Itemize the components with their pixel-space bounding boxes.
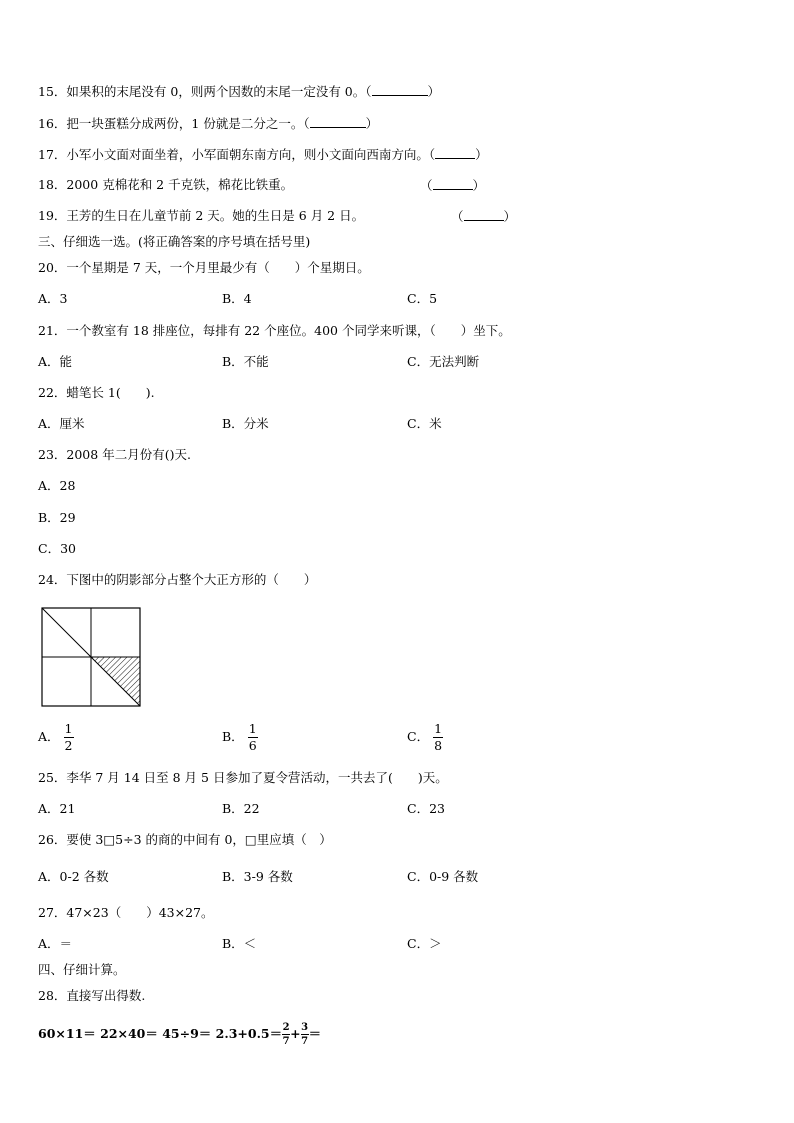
option-c[interactable]: C．5 <box>407 291 438 306</box>
option-c[interactable] <box>407 722 443 753</box>
option-b[interactable]: B．4 <box>222 291 252 306</box>
option-b[interactable]: B．29 <box>38 510 76 525</box>
question-19-answer <box>451 208 516 225</box>
question-19 <box>38 208 364 224</box>
paren-open: （ <box>451 209 464 224</box>
denominator: 6 <box>248 738 257 753</box>
paren-close: ） <box>475 147 488 162</box>
denominator: 8 <box>434 738 443 753</box>
option-a[interactable]: A．3 <box>38 291 68 306</box>
option-c[interactable]: C．＞ <box>407 936 442 951</box>
answer-blank[interactable] <box>372 83 428 96</box>
option-b[interactable]: B．不能 <box>222 354 269 369</box>
paren-close: ） <box>503 209 517 224</box>
square-figure <box>41 607 143 710</box>
option-c[interactable]: C．无法判断 <box>407 354 480 369</box>
question-18 <box>38 177 293 193</box>
question-18-text: 18．2000 克棉花和 2 千克铁，棉花比铁重。 <box>38 177 294 192</box>
option-b[interactable] <box>222 722 258 753</box>
square-diagram <box>41 607 143 707</box>
question-21-text: 21．一个教室有 18 排座位，每排有 22 个座位。400 个同学来听课，（ ）坐下。 <box>38 323 511 338</box>
answer-blank[interactable] <box>310 115 366 128</box>
option-a[interactable]: A．21 <box>38 801 76 816</box>
fraction <box>282 1022 290 1047</box>
option-a[interactable]: A．＝ <box>38 936 73 951</box>
option-c[interactable]: C．30 <box>38 541 76 556</box>
numerator: 3 <box>301 1022 309 1033</box>
option-a[interactable] <box>38 722 74 753</box>
question-19-text: 19．王芳的生日在儿童节前 2 天。她的生日是 6 月 2 日。 <box>38 208 365 223</box>
fraction <box>301 1022 309 1047</box>
question-27-text: 27．47×23（ ）43×27。 <box>38 905 214 920</box>
question-16 <box>38 115 378 132</box>
section-4-heading: 四、仔细计算。 <box>38 962 126 977</box>
question-15-text: 15．如果积的末尾没有 0，则两个因数的末尾一定没有 0。（ <box>38 84 372 99</box>
question-15 <box>38 83 440 100</box>
numerator: 1 <box>64 721 73 736</box>
question-26-text: 26．要使 3□5÷3 的商的中间有 0，□里应填（ ） <box>38 832 332 847</box>
option-label: C． <box>407 729 430 744</box>
calculation-row <box>38 1022 321 1047</box>
question-25-text: 25．李华 7 月 14 日至 8 月 5 日参加了夏令营活动，一共去了( )天。 <box>38 770 448 785</box>
denominator: 7 <box>282 1036 290 1047</box>
option-b[interactable]: B．22 <box>222 801 260 816</box>
answer-blank[interactable] <box>435 146 475 159</box>
denominator: 7 <box>301 1036 309 1047</box>
numerator: 1 <box>434 721 443 736</box>
answer-blank[interactable] <box>433 177 473 190</box>
paren-close: ） <box>365 116 379 131</box>
option-label: B． <box>222 729 244 744</box>
paren-open: （ <box>420 178 433 193</box>
option-b[interactable]: B．3-9 各数 <box>222 869 293 884</box>
question-17-text: 17．小军小文面对面坐着，小军面朝东南方向，则小文面向西南方向。（ <box>38 147 436 162</box>
numerator: 1 <box>248 721 257 736</box>
fraction <box>433 722 443 753</box>
fraction <box>64 722 74 753</box>
question-24-text: 24．下图中的阴影部分占整个大正方形的（ ） <box>38 572 317 587</box>
calc-expressions: 60×11＝ 22×40＝ 45÷9＝ 2.3+0.5＝ <box>38 1026 283 1041</box>
question-28-text: 28．直接写出得数. <box>38 988 146 1003</box>
option-a[interactable]: A．厘米 <box>38 416 85 431</box>
option-a[interactable]: A．0-2 各数 <box>38 869 109 884</box>
paren-close: ） <box>472 178 486 193</box>
equals-sign: ＝ <box>308 1026 322 1041</box>
question-16-text: 16．把一块蛋糕分成两份，1 份就是二分之一。（ <box>38 116 310 131</box>
denominator: 2 <box>64 738 73 753</box>
question-18-answer <box>420 177 485 194</box>
question-17 <box>38 146 488 163</box>
numerator: 2 <box>282 1022 290 1033</box>
option-a[interactable]: A．28 <box>38 478 76 493</box>
question-22-text: 22．蜡笔长 1( ). <box>38 385 155 400</box>
section-3-heading: 三、仔细选一选。(将正确答案的序号填在括号里) <box>38 234 311 249</box>
plus-sign: + <box>290 1026 301 1041</box>
option-label: A． <box>38 729 60 744</box>
option-c[interactable]: C．米 <box>407 416 442 431</box>
option-c[interactable]: C．0-9 各数 <box>407 869 479 884</box>
option-c[interactable]: C．23 <box>407 801 445 816</box>
paren-close: ） <box>427 84 441 99</box>
option-b[interactable]: B．分米 <box>222 416 269 431</box>
option-b[interactable]: B．＜ <box>222 936 257 951</box>
answer-blank[interactable] <box>464 208 504 221</box>
question-23-text: 23．2008 年二月份有()天. <box>38 447 191 462</box>
option-a[interactable]: A．能 <box>38 354 73 369</box>
fraction <box>248 722 258 753</box>
question-20-text: 20．一个星期是 7 天，一个月里最少有（ ）个星期日。 <box>38 260 370 275</box>
